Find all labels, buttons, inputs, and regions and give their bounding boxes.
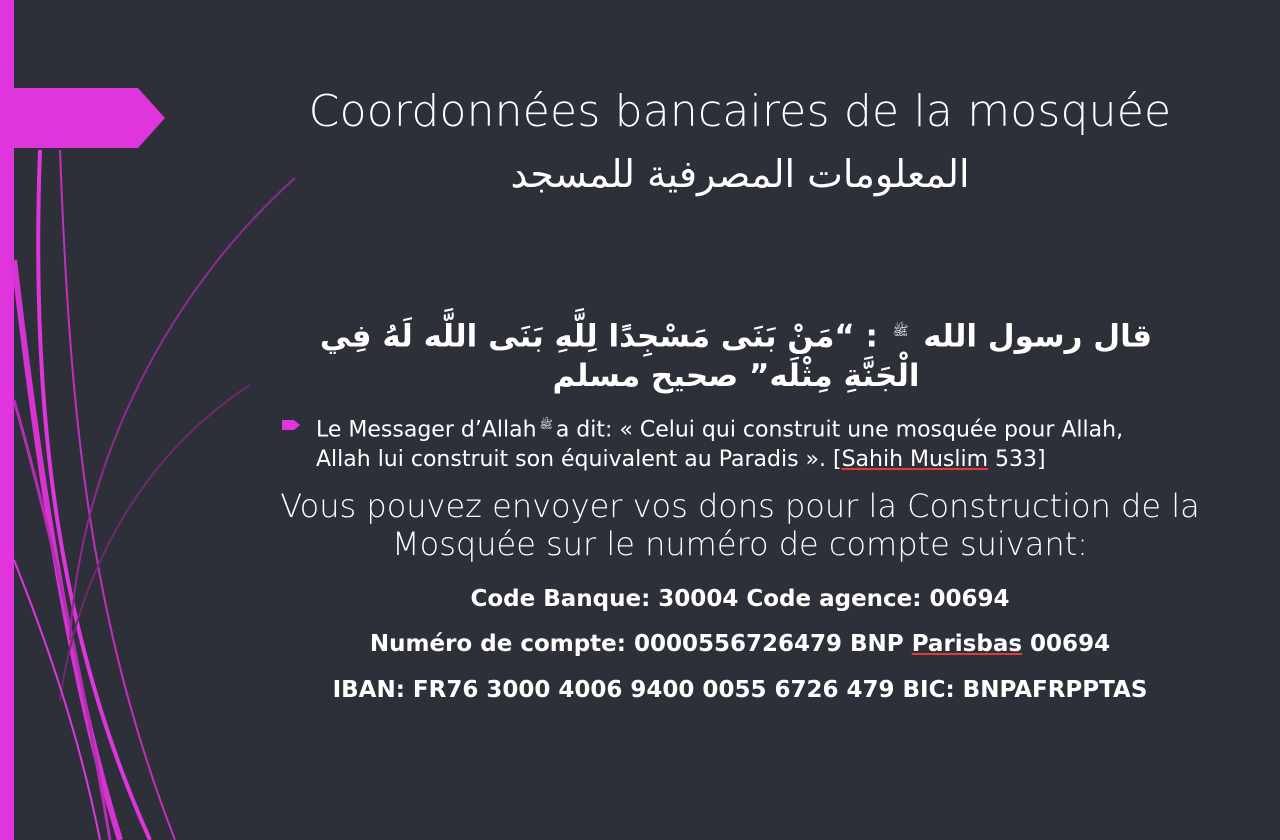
- account-number-prefix: Numéro de compte: 0000556726479 BNP: [369, 631, 912, 657]
- swoosh-line: [70, 178, 295, 640]
- account-number: [280, 631, 1200, 657]
- translation-part2: a dit: « Celui qui construit une mosquée pour Allah, Allah lui construit son équivalent au Paradis ». [: [316, 417, 1124, 473]
- hadith-translation: [282, 410, 1162, 475]
- accent-vertical-bar: [0, 0, 14, 840]
- hadith-arabic-intro: قال رسول الله: [923, 318, 1153, 355]
- title-french: Coordonnées bancaires de la mosquée: [308, 86, 1172, 137]
- hadith-arabic-text: : “مَنْ بَنَى مَسْجِدًا لِلَّهِ بَنَى اللَّه لَهُ فِي الْجَنَّةِ مِثْلَه” صحيح مسلم: [319, 318, 920, 395]
- swoosh-line: [14, 560, 100, 840]
- title-arabic: المعلومات المصرفية للمسجد: [510, 152, 970, 196]
- swoosh-line: [14, 400, 110, 840]
- hadith-arabic: [296, 312, 1176, 396]
- salutation-mark-small: ﷺ: [539, 418, 553, 431]
- bank-name: Parisbas: [911, 631, 1023, 657]
- account-number-suffix: 00694: [1022, 631, 1111, 657]
- swoosh-line: [14, 260, 120, 840]
- swoosh-line: [60, 150, 175, 840]
- hadith-translation-text: [316, 410, 1162, 475]
- swoosh-line: [38, 150, 150, 840]
- iban-bic: IBAN: FR76 3000 4006 9400 0055 6726 479 BIC: BNPAFRPPTAS: [332, 677, 1148, 703]
- reference-link[interactable]: Sahih Muslim: [841, 447, 989, 473]
- reference-number: 533]: [988, 447, 1046, 473]
- donation-appeal: Vous pouvez envoyer vos dons pour la Construction de la Mosquée sur le numéro de compte suivant:: [280, 487, 1200, 563]
- salutation-mark: ﷺ: [892, 324, 909, 339]
- bank-codes: Code Banque: 30004 Code agence: 00694: [470, 586, 1010, 612]
- swoosh-line: [60, 385, 250, 700]
- translation-part1: Le Messager d’Allah: [316, 417, 537, 443]
- accent-arrow-tab: [0, 88, 165, 148]
- bullet-arrow-icon: [282, 418, 300, 432]
